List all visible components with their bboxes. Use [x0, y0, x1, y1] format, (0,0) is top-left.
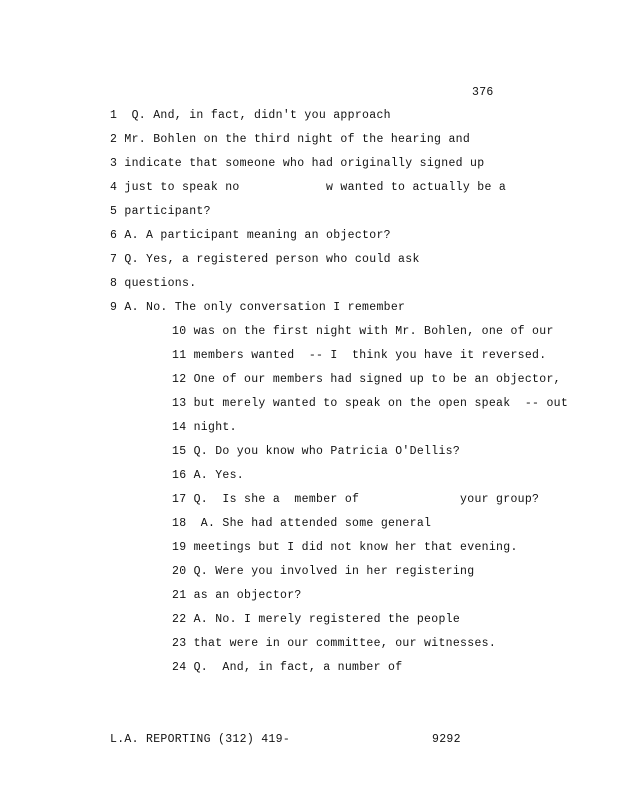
transcript-line-17: 17 Q. Is she a member of your group?: [172, 493, 540, 506]
transcript-line-3: 3 indicate that someone who had originally signed up: [110, 157, 485, 170]
transcript-line-7: 7 Q. Yes, a registered person who could ask: [110, 253, 420, 266]
footer-reporter: L.A. REPORTING (312) 419-: [110, 733, 291, 746]
transcript-line-1: 1 Q. And, in fact, didn't you approach: [110, 109, 391, 122]
transcript-line-12: 12 One of our members had signed up to be an objector,: [172, 373, 561, 386]
footer-phone-suffix: 9292: [432, 733, 461, 746]
transcript-line-23: 23 that were in our committee, our witnesses.: [172, 637, 497, 650]
page-number: 376: [472, 86, 494, 99]
transcript-line-16: 16 A. Yes.: [172, 469, 245, 482]
transcript-line-20: 20 Q. Were you involved in her registering: [172, 565, 475, 578]
transcript-line-8: 8 questions.: [110, 277, 197, 290]
transcript-line-21: 21 as an objector?: [172, 589, 302, 602]
transcript-line-5: 5 participant?: [110, 205, 211, 218]
transcript-line-14: 14 night.: [172, 421, 237, 434]
transcript-line-2: 2 Mr. Bohlen on the third night of the hearing and: [110, 133, 471, 146]
transcript-line-13: 13 but merely wanted to speak on the open speak -- out: [172, 397, 569, 410]
transcript-line-6: 6 A. A participant meaning an objector?: [110, 229, 391, 242]
transcript-line-9: 9 A. No. The only conversation I remember: [110, 301, 406, 314]
transcript-line-24: 24 Q. And, in fact, a number of: [172, 661, 403, 674]
transcript-line-18: 18 A. She had attended some general: [172, 517, 432, 530]
transcript-line-11: 11 members wanted -- I think you have it reversed.: [172, 349, 547, 362]
transcript-line-19: 19 meetings but I did not know her that evening.: [172, 541, 518, 554]
transcript-line-22: 22 A. No. I merely registered the people: [172, 613, 461, 626]
transcript-line-15: 15 Q. Do you know who Patricia O'Dellis?: [172, 445, 461, 458]
transcript-line-4: 4 just to speak no w wanted to actually be a: [110, 181, 507, 194]
transcript-line-10: 10 was on the first night with Mr. Bohlen, one of our: [172, 325, 554, 338]
